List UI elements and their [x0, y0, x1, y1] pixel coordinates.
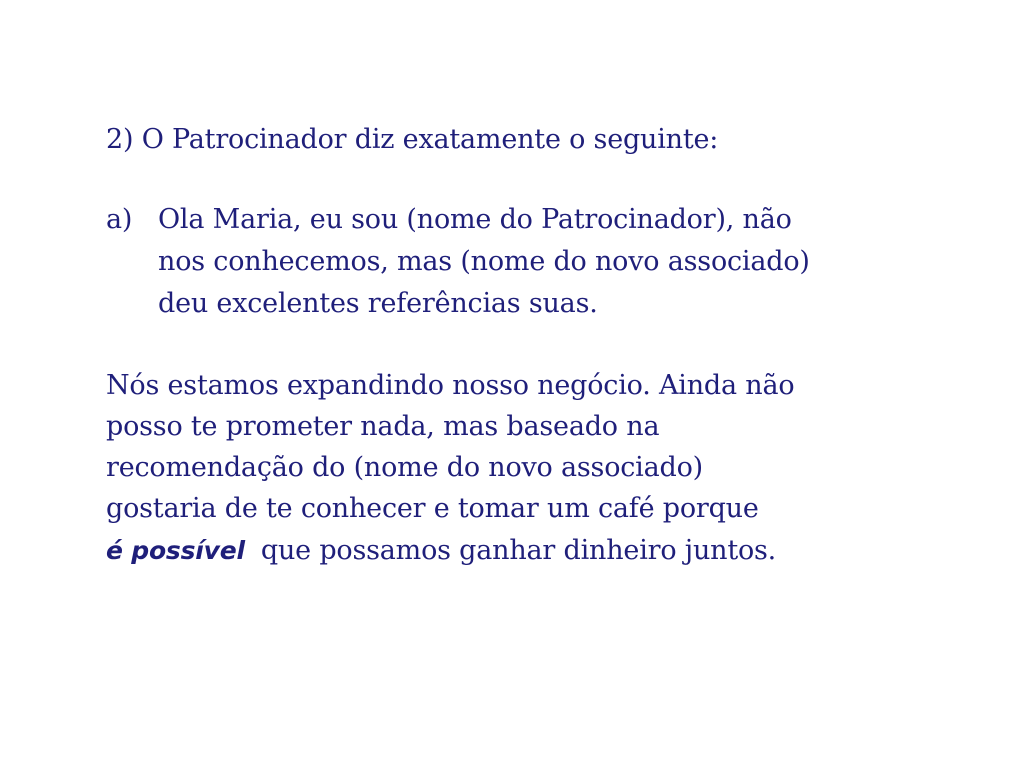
closing-text: que possamos ganhar dinheiro juntos.	[260, 535, 777, 566]
emphasis-text: é possível	[106, 536, 245, 565]
paragraph-line: posso te prometer nada, mas baseado na	[106, 411, 660, 442]
item-line: deu excelentes referências suas.	[158, 288, 598, 319]
list-marker: a)	[106, 204, 133, 235]
item-line: Ola Maria, eu sou (nome do Patrocinador), não	[158, 204, 792, 235]
paragraph-line: Nós estamos expandindo nosso negócio. Ainda não	[106, 370, 795, 401]
paragraph-line: recomendação do (nome do novo associado)	[106, 452, 703, 483]
item-line: nos conhecemos, mas (nome do novo associado)	[158, 246, 810, 277]
paragraph-line: gostaria de te conhecer e tomar um café porque	[106, 493, 759, 524]
closing-line	[106, 531, 776, 571]
section-heading: 2) O Patrocinador diz exatamente o seguinte:	[106, 124, 719, 155]
